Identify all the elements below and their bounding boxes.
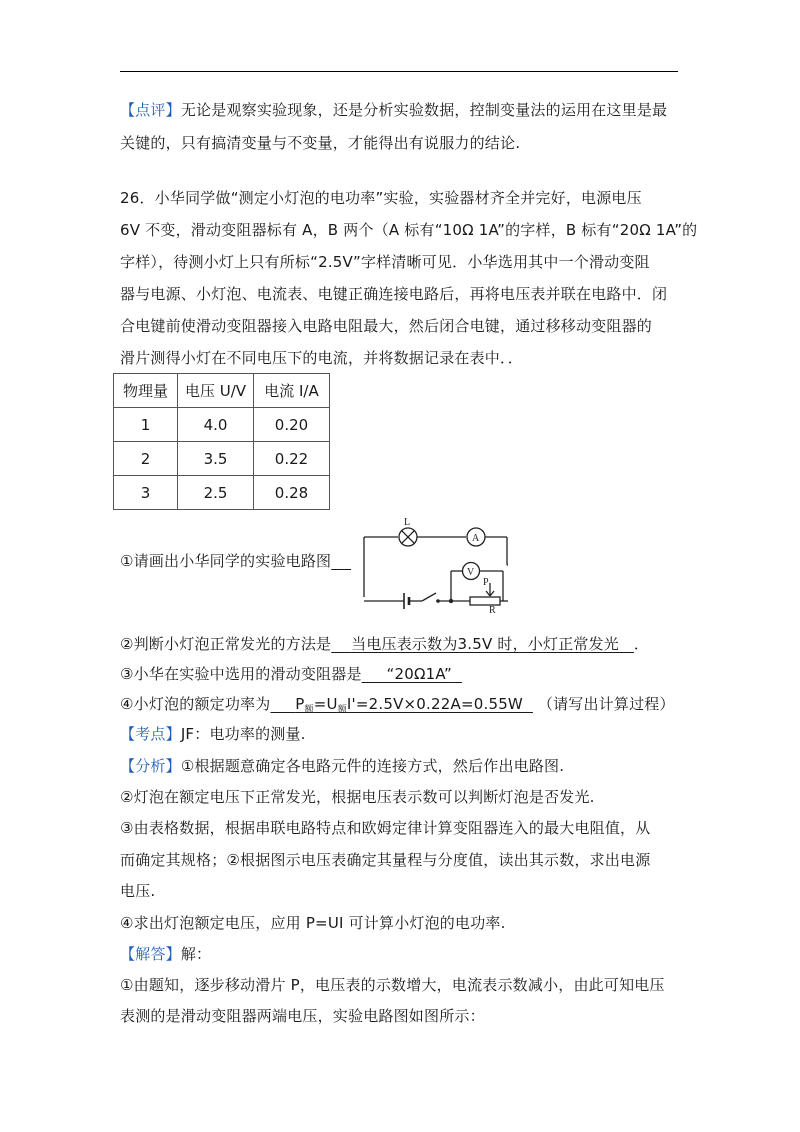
question-line-3: 字样），待测小灯上只有所标“2.5V”字样清晰可见．小华选用其中一个滑动变阻 — [120, 253, 650, 271]
table-header-cell: 物理量 — [114, 374, 178, 408]
comment-tag: 【点评】 — [120, 101, 181, 119]
answer-2: ②判断小灯泡正常发光的方法是 当电压表示数为3.5V 时，小灯正常发光 ． — [120, 635, 650, 653]
fenxi-line-3: ③由表格数据，根据串联电路特点和欧姆定律计算变阻器连入的最大电阻值，从 — [120, 819, 651, 837]
fenxi-line-6: ④求出灯泡额定电压，应用 P=UI 可计算小灯泡的电功率. — [120, 914, 506, 932]
table-cell: 0.20 — [254, 408, 330, 442]
table-header-cell: 电压 U/V — [178, 374, 254, 408]
question-line-2: 6V 不变，滑动变阻器标有 A，B 两个（A 标有“10Ω 1A”的字样，B 标有“20Ω 1A”的 — [120, 221, 698, 239]
table-cell: 4.0 — [178, 408, 254, 442]
circuit-diagram — [360, 513, 520, 613]
table-header-row — [114, 374, 330, 408]
table-row — [114, 476, 330, 510]
answer-3-fill: “20Ω1A” — [386, 665, 452, 683]
table-cell: 0.28 — [254, 476, 330, 510]
jieda-line-2: 表测的是滑动变阻器两端电压，实验电路图如图所示： — [120, 1007, 485, 1025]
comment-line-1: 【点评】无论是观察实验现象，还是分析实验数据，控制变量法的运用在这里是最 — [120, 101, 668, 119]
fenxi-line-2: ②灯泡在额定电压下正常发光，根据电压表示数可以判断灯泡是否发光. — [120, 788, 595, 806]
ammeter-label: A — [472, 533, 480, 544]
table-cell: 0.22 — [254, 442, 330, 476]
table-row — [114, 408, 330, 442]
jieda-tag: 【解答】 — [120, 945, 181, 963]
rheostat-symbol — [470, 597, 500, 605]
answer-4: ④小灯泡的额定功率为 $P_额=U_额I'=2.5V\times 0.22A=0.55W$ （请写出计算过程） — [120, 695, 675, 715]
lamp-label: L — [404, 517, 411, 528]
table-row — [114, 442, 330, 476]
fenxi-line-1: 【分析】①根据题意确定各电路元件的连接方式，然后作出电路图. — [120, 757, 565, 775]
switch-symbol — [422, 593, 436, 601]
question-line-6: 滑片测得小灯在不同电压下的电流，并将数据记录在表中．． — [120, 349, 523, 367]
rheostat-label: R — [489, 605, 496, 613]
voltmeter-label: V — [467, 567, 475, 578]
answer-1-blank — [331, 550, 351, 572]
header-rule — [120, 71, 678, 72]
data-table — [113, 373, 330, 510]
kaodian-tag: 【考点】 — [120, 725, 181, 743]
question-line-5: 合电键前使滑动变阻器接入电路电阻最大，然后闭合电键，通过移移动变阻器的 — [120, 317, 653, 335]
fenxi-line-4: 而确定其规格；②根据图示电压表确定其量程与分度值，读出其示数，求出电源 — [120, 851, 651, 869]
fenxi-line-5: 电压. — [120, 882, 156, 900]
table-cell: 3.5 — [178, 442, 254, 476]
comment-line-2: 关键的，只有搞清变量与不变量，才能得出有说服力的结论. — [120, 134, 521, 152]
table-cell: 2.5 — [178, 476, 254, 510]
answer-3: ③小华在实验中选用的滑动变阻器是 “20Ω1A” — [120, 663, 462, 685]
slider-label: P — [483, 577, 489, 588]
table-cell: 1 — [114, 408, 178, 442]
kaodian-line: 【考点】JF：电功率的测量. — [120, 725, 306, 743]
fenxi-tag: 【分析】 — [120, 757, 181, 775]
table-cell: 2 — [114, 442, 178, 476]
jieda-line: 【解答】解： — [120, 945, 212, 963]
jieda-line-1: ①由题知，逐步移动滑片 P，电压表的示数增大，电流表示数减小，由此可知电压 — [120, 976, 665, 994]
table-cell: 3 — [114, 476, 178, 510]
question-line-1: 26．小华同学做“测定小灯泡的电功率”实验，实验器材齐全并完好，电源电压 — [120, 189, 642, 207]
table-header-cell: 电流 I/A — [254, 374, 330, 408]
answer-2-fill: 当电压表示数为3.5V 时，小灯正常发光 — [351, 635, 620, 653]
question-line-4: 器与电源、小灯泡、电流表、电键正确连接电路后，再将电压表并联在电路中．闭 — [120, 285, 668, 303]
answer-1: ①请画出小华同学的实验电路图 — [120, 550, 351, 572]
answer-4-fill: $P_额=U_额I'=2.5V\times 0.22A=0.55W$ — [295, 695, 523, 715]
